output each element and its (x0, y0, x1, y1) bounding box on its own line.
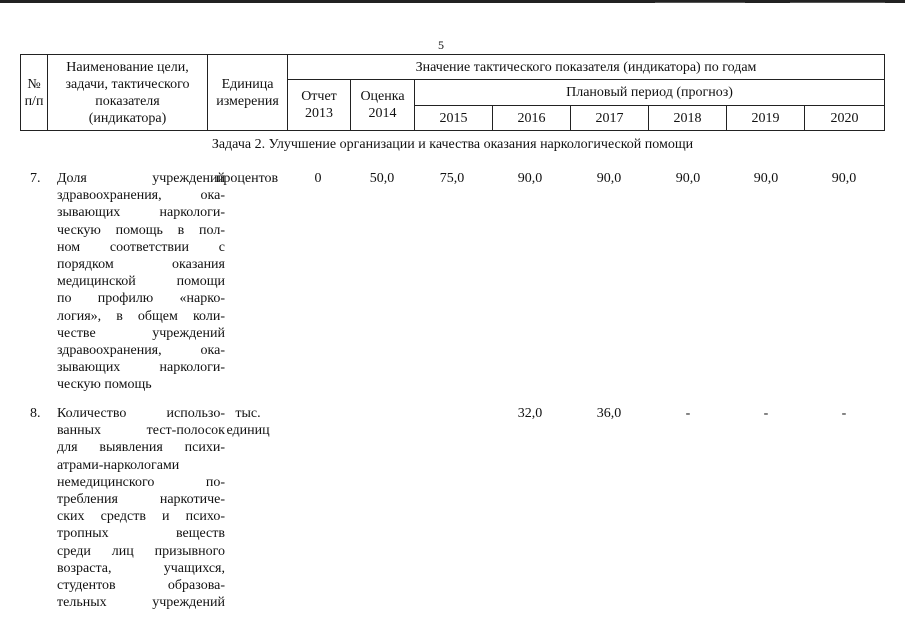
value-cell: 90,0 (517, 171, 543, 186)
unit-cell: тыс. единиц (226, 406, 270, 439)
value-cell: 0 (314, 171, 322, 186)
header-name-cell: Наименование цели, задачи, тактического показателя (индикатора) (48, 55, 208, 131)
row-number: 8. (30, 406, 41, 421)
indicator-name: Доля учреждений здравоохранения, ока- зывающих наркологи- ческую помощь в пол- ном соответствии с порядком оказания медицинской помощи по профилю «нарко- логия», в общем коли- честве учреждений здравоохранения, ока- зывающих наркологи- ческую помощь (57, 171, 225, 393)
header-year: 2017 (571, 106, 649, 131)
value-cell: 75,0 (439, 171, 465, 186)
value-cell: 90,0 (753, 171, 779, 186)
row-number: 7. (30, 171, 41, 186)
header-year: 2016 (493, 106, 571, 131)
header-value-title: Значение тактического показателя (индикатора) по годам (288, 55, 885, 80)
indicator-table-header (20, 54, 885, 131)
value-cell: 90,0 (596, 171, 622, 186)
value-cell: 32,0 (517, 406, 543, 421)
page-number: 5 (438, 38, 444, 52)
header-year: 2019 (727, 106, 805, 131)
header-plan-title: Плановый период (прогноз) (415, 80, 885, 106)
header-year: 2018 (649, 106, 727, 131)
value-cell: 50,0 (369, 171, 395, 186)
header-num-cell: № п/п (21, 55, 48, 131)
value-cell: - (763, 406, 769, 421)
header-year: 2020 (805, 106, 885, 131)
header-report-cell: Отчет 2013 (288, 80, 351, 131)
indicator-name: Количество использо- ванных тест-полосок для выявления психи- атрами-наркологами немедицинского по- требления наркотиче- ских средств и психо- тропных веществ среди лиц призывного возраста, учащихся, студентов образова- тельных учреждений (57, 406, 225, 611)
unit-cell: процентов (215, 171, 279, 186)
value-cell: 90,0 (675, 171, 701, 186)
task-title: Задача 2. Улучшение организации и качества оказания наркологической помощи (211, 137, 694, 152)
header-estimate-cell: Оценка 2014 (351, 80, 415, 131)
scan-top-border (0, 0, 905, 3)
value-cell: - (685, 406, 691, 421)
value-cell: 36,0 (596, 406, 622, 421)
header-unit-cell: Единица измерения (208, 55, 288, 131)
header-year: 2015 (415, 106, 493, 131)
value-cell: - (841, 406, 847, 421)
value-cell: 90,0 (831, 171, 857, 186)
